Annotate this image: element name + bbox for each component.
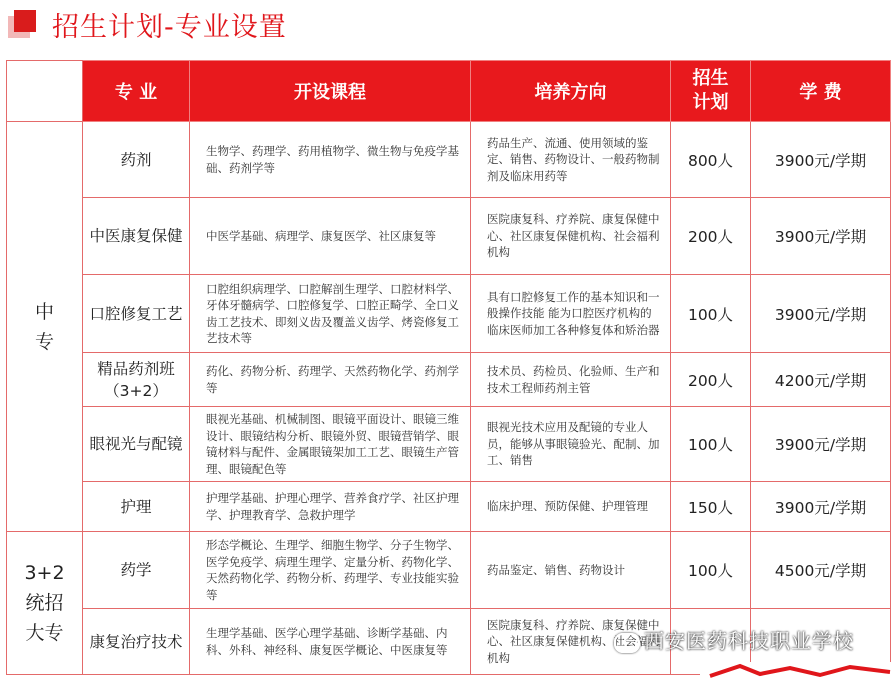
fee-cell: 3900元/学期 <box>751 275 891 353</box>
major-cell: 药剂 <box>83 122 190 198</box>
major-cell: 口腔修复工艺 <box>83 275 190 353</box>
major-cell: 眼视光与配镜 <box>83 407 190 482</box>
direction-cell: 具有口腔修复工作的基本知识和一般操作技能 能为口腔医疗机构的临床医师加工各种修复体和矫治器 <box>471 275 671 353</box>
header-corner <box>7 61 83 122</box>
fee-cell: 4200元/学期 <box>751 353 891 407</box>
courses-cell: 口腔组织病理学、口腔解剖生理学、口腔材料学、牙体牙髓病学、口腔修复学、口腔正畸学、全口义齿工艺技术、即刻义齿及覆盖义齿学、烤瓷修复工艺技术等 <box>190 275 471 353</box>
courses-cell: 中医学基础、病理学、康复医学、社区康复等 <box>190 198 471 275</box>
direction-cell: 技术员、药检员、化验师、生产和技术工程师药剂主管 <box>471 353 671 407</box>
courses-cell: 生理学基础、医学心理学基础、诊断学基础、内科、外科、神经科、康复医学概论、中医康复等 <box>190 609 471 675</box>
major-cell: 中医康复保健 <box>83 198 190 275</box>
watermark <box>614 626 884 656</box>
direction-cell: 药品生产、流通、使用领域的鉴定、销售、药物设计、一般药物制剂及临床用药等 <box>471 122 671 198</box>
bottom-decoration <box>700 662 896 679</box>
plan-cell: 200人 <box>671 353 751 407</box>
fee-cell: 3900元/学期 <box>751 122 891 198</box>
table-row <box>7 122 891 198</box>
table-row <box>7 353 891 407</box>
header-direction: 培养方向 <box>471 61 671 122</box>
title-square-icon <box>14 10 36 32</box>
header-major: 专 业 <box>83 61 190 122</box>
table-row <box>7 198 891 275</box>
direction-cell: 眼视光技术应用及配镜的专业人员，能够从事眼镜验光、配制、加工、销售 <box>471 407 671 482</box>
courses-cell: 形态学概论、生理学、细胞生物学、分子生物学、医学免疫学、病理生理学、定量分析、药物化学、天然药物化学、药物分析、药理学、专业技能实验等 <box>190 532 471 609</box>
table-row <box>7 482 891 532</box>
courses-cell: 护理学基础、护理心理学、营养食疗学、社区护理学、护理教育学、急救护理学 <box>190 482 471 532</box>
major-cell: 护理 <box>83 482 190 532</box>
fee-cell: 3900元/学期 <box>751 482 891 532</box>
plan-cell: 100人 <box>671 532 751 609</box>
category-zhongzhuan: 中 专 <box>7 122 83 532</box>
title-bar <box>0 0 896 46</box>
major-cell: 精品药剂班 （3+2） <box>83 353 190 407</box>
enrollment-table <box>6 60 891 675</box>
plan-cell: 150人 <box>671 482 751 532</box>
fee-cell: 3900元/学期 <box>751 198 891 275</box>
header-plan: 招生 计划 <box>671 61 751 122</box>
courses-cell: 眼视光基础、机械制图、眼镜平面设计、眼镜三维设计、眼镜结构分析、眼镜外贸、眼镜营销学、眼镜材料与配件、金属眼镜架加工工艺、眼镜生产管理、眼镜配色等 <box>190 407 471 482</box>
courses-cell: 生物学、药理学、药用植物学、微生物与免疫学基础、药剂学等 <box>190 122 471 198</box>
header-courses: 开设课程 <box>190 61 471 122</box>
direction-cell: 药品鉴定、销售、药物设计 <box>471 532 671 609</box>
watermark-text: 西安医药科技职业学校 <box>644 629 854 653</box>
table-row <box>7 532 891 609</box>
plan-cell: 200人 <box>671 198 751 275</box>
direction-cell: 临床护理、预防保健、护理管理 <box>471 482 671 532</box>
header-row <box>7 61 891 122</box>
plan-cell: 100人 <box>671 407 751 482</box>
major-cell: 康复治疗技术 <box>83 609 190 675</box>
courses-cell: 药化、药物分析、药理学、天然药物化学、药剂学等 <box>190 353 471 407</box>
plan-cell: 100人 <box>671 275 751 353</box>
fee-cell: 4500元/学期 <box>751 532 891 609</box>
table-row <box>7 407 891 482</box>
header-fee: 学 费 <box>751 61 891 122</box>
page-title: 招生计划-专业设置 <box>52 12 287 43</box>
fee-cell: 3900元/学期 <box>751 407 891 482</box>
plan-cell: 800人 <box>671 122 751 198</box>
direction-cell: 医院康复科、疗养院、康复保健中心、社区康复保健机构、社会福利机构 <box>471 198 671 275</box>
major-cell: 药学 <box>83 532 190 609</box>
direction-cell: 医院康复科、疗养院、康复保健中心、社区康复保健机构、社会福利机构 <box>471 609 671 675</box>
wechat-icon <box>614 633 640 653</box>
category-3plus2: 3+2 统招 大专 <box>7 532 83 675</box>
table-row <box>7 275 891 353</box>
